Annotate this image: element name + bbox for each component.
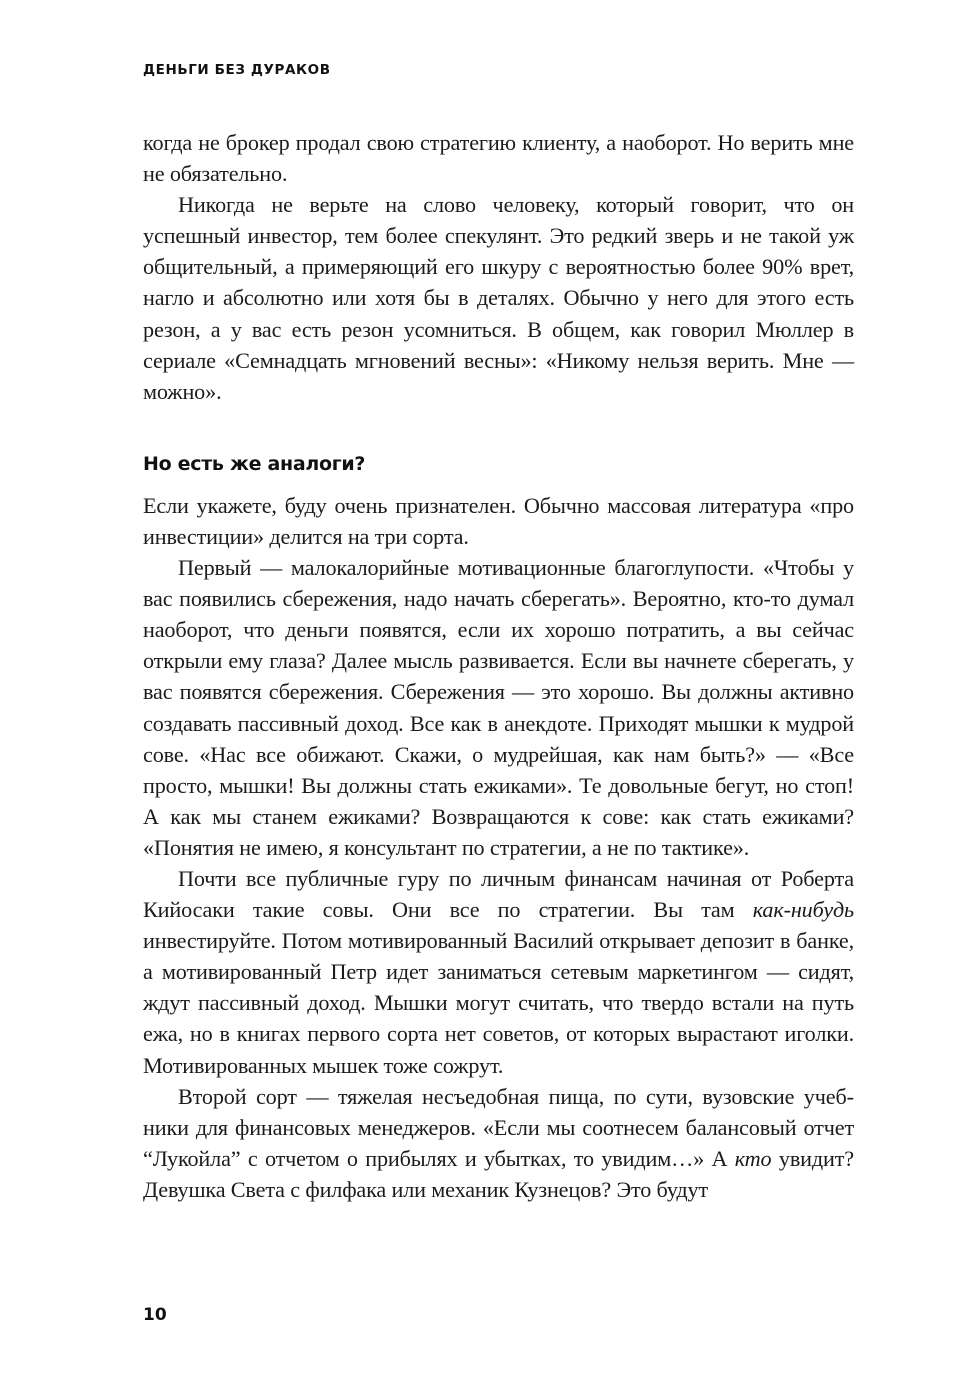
section-heading: Но есть же аналоги? — [143, 452, 366, 475]
italic-text: кто — [734, 1145, 772, 1171]
text-run: увидит? Девушка Света с филфака или механик Кузнецов? Это будут — [143, 1145, 855, 1202]
paragraph: Первый — малокалорийные мотивационные благоглупости. «Чтобы у вас появились сбережения, надо начать сберегать». Вероятно, кто-то думал наоборот, что деньги появятся, если их хорошо потратить, а вы сейчас открыли ему глаза? Далее мысль развивается. Если вы начнете сберегать, у вас появятся сбережения. Сбережения — это хорошо. Вы должны активно создавать пассивный доход. Все как в анекдоте. Приходят мышки к мудрой сове. «Нас все обижают. Скажи, о мудрейшая, как нам быть?» — «Все просто, мышки! Вы должны стать ежиками». Те довольные бегут, но стоп! А как мы станем ежиками? Возвращаются к сове: как стать ежиками? «Понятия не имею, я консультант по стратегии, а не по тактике». — [143, 555, 854, 860]
running-head: ДЕНЬГИ БЕЗ ДУРАКОВ — [143, 62, 331, 78]
body-text — [143, 127, 854, 1205]
paragraph: когда не брокер продал свою стратегию клиенту, а наоборот. Но верить мне не обязательно. — [143, 130, 854, 187]
paragraph — [143, 863, 854, 1081]
text-run: Второй сорт — тяжелая несъедобная пища, по сути, вузовские учебники для финансовых менеджеров. «Если мы соотнесем балансовый отчет “Лукойла” с отчетом о прибылях и убытках, то увидим…» А — [143, 1083, 854, 1171]
paragraph: Если укажете, буду очень признателен. Обычно массовая литература «про инвестиции» делится на три сорта. — [143, 492, 854, 549]
page-number: 10 — [143, 1305, 167, 1325]
italic-text: как-нибудь — [752, 897, 854, 923]
text-run: Почти все публичные гуру по личным финансам начиная от Роберта Кийосаки такие совы. Они все по стратегии. Вы там — [143, 865, 854, 923]
paragraph: Никогда не верьте на слово человеку, который говорит, что он успешный инвестор, тем более спекулянт. Это редкий зверь и не такой уж общительный, а примеряющий его шкуру с вероятностью более 90% врет, нагло и абсолютно или хотя бы в деталях. Обычно у него для этого есть резон, а у вас есть резон усомниться. В общем, как говорил Мюллер в сериале «Семнадцать мгновений весны»: «Никому нельзя верить. Мне — можно». — [143, 192, 854, 404]
text-run: инвестируйте. Потом мотивированный Василий открывает депозит в банке, а мотивированный Петр идет заниматься сетевым маркетингом — сидят, ждут пассивный доход. Мышки могут считать, что твердо встали на путь ежа, но в книгах первого сорта нет советов, от которых вырастают иголки. Мотивированных мышек тоже сожрут. — [143, 928, 854, 1078]
paragraph — [143, 1081, 854, 1205]
